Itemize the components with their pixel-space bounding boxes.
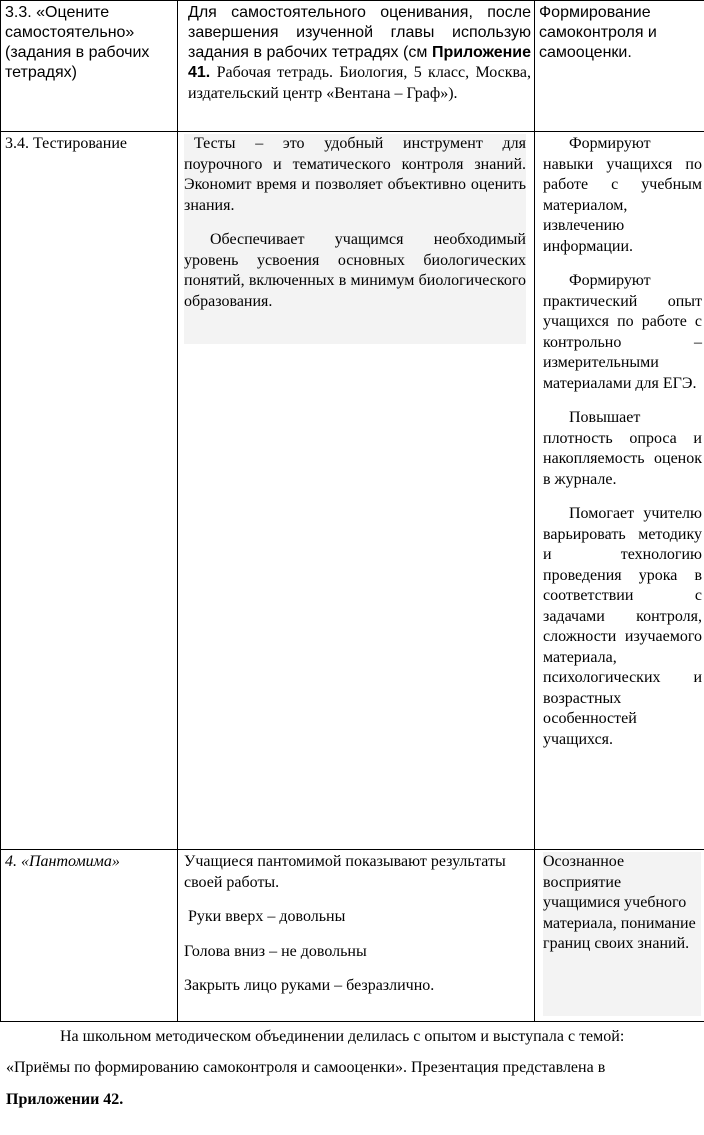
- row3-result-text: Осознанное восприятие учащимися учебного материала, понимание границ своих знаний.: [543, 853, 696, 952]
- row2-result-p3: Повышает плотность опроса и накопляемость оценок в журнале.: [543, 409, 702, 488]
- row3-method-text: 4. «Пантомима»: [5, 853, 120, 870]
- row3-desc-p1: Учащиеся пантомимой показывают результаты своей работы.: [184, 853, 506, 891]
- row2-result-p2: Формируют практический опыт учащихся по работе с контрольно – измерительными материалами для ЕГЭ.: [543, 272, 702, 392]
- row3-desc-p3: Голова вниз – не довольны: [184, 942, 367, 960]
- row1-result-cell: [535, 1, 704, 132]
- row1-result-text: Формирование самоконтроля и самооценки.: [539, 4, 657, 61]
- row3-desc-p4: Закрыть лицо руками – безразлично.: [184, 977, 435, 994]
- table-row: [1, 132, 704, 850]
- appendix-reference: Приложении 42.: [6, 1091, 124, 1108]
- row2-desc-p2: Обеспечивает учащимся необходимый уровень усвоения основных биологических понятий, включенных в минимум биологического образования.: [184, 231, 526, 310]
- row3-desc-p2: Руки вверх – довольны: [188, 908, 346, 925]
- table-row: [1, 850, 704, 1022]
- row2-method-cell: [1, 132, 178, 850]
- row2-desc-p1: Тесты – это удобный инструмент для поурочного и тематического контроля знаний. Экономит время и позволяет объективно оценить знания.: [184, 135, 526, 214]
- row1-desc-part1: Для самостоятельного оценивания, после завершения изученной главы использую задания в рабочих тетрадях (см: [188, 4, 531, 61]
- row2-result-p1: Формируют навыки учащихся по работе с учебным материалом, извлечению информации.: [543, 135, 702, 255]
- row3-method-cell: [1, 850, 178, 1022]
- row1-appendix-ref: Приложение 41.: [188, 44, 531, 81]
- row2-description-cell: [178, 132, 535, 850]
- paragraph-line-2: «Приёмы по формированию самоконтроля и самооценки». Презентация представлена в: [6, 1059, 606, 1076]
- row1-method-text: 3.3. «Оцените самостоятельно» (задания в рабочих тетрадях): [5, 4, 150, 81]
- row1-method-cell: [1, 1, 178, 132]
- paragraph-line-1: На школьном методическом объединении делилась с опытом и выступала с темой:: [60, 1028, 625, 1045]
- row2-result-cell: [535, 132, 704, 850]
- row1-desc-part2: Рабочая тетрадь. Биология, 5 класс, Москва, издательский центр «Вентана – Граф»).: [188, 64, 531, 102]
- row1-description-cell: [178, 1, 535, 132]
- row2-method-text: 3.4. Тестирование: [5, 135, 127, 152]
- row3-description-cell: [178, 850, 535, 1022]
- table-row: [1, 1, 704, 132]
- row3-result-cell: [535, 850, 704, 1022]
- row2-result-p4: Помогает учителю варьировать методику и технологию проведения урока в соответствии с задачами контроля, сложности изучаемого материала, психологических и возрастных особенностей учащихся.: [543, 505, 702, 748]
